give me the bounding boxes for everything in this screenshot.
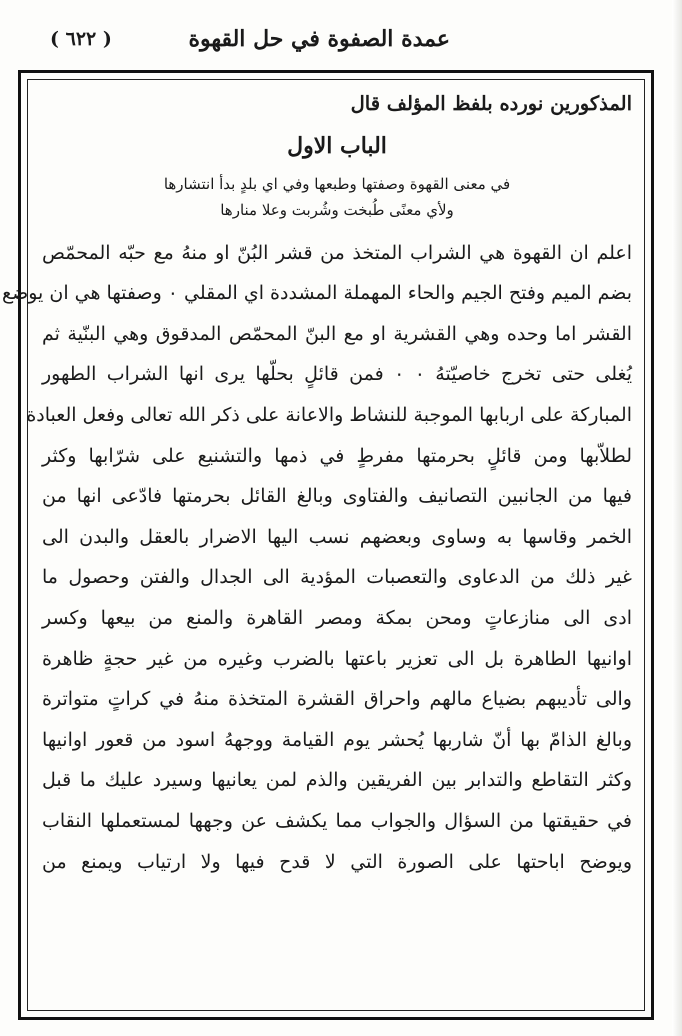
chapter-subtitle <box>42 171 632 223</box>
text-line: في حقيقتها من السؤال والجواب مما يكشف عن وجهها لمستعملها النقاب <box>42 809 632 832</box>
text-line: المباركة على اربابها الموجبة للنشاط والاعانة على ذكر الله تعالى وفعل العبادة <box>26 403 632 426</box>
text-line: غير ذلك من الدعاوى والتعصبات المؤدية الى الجدال والفتن وحصول ما <box>42 566 632 589</box>
text-line: يُغلى حتى تخرج خاصيّتهُ ۰ ۰ فمن قائلٍ بحلّها يرى انها الشراب الطهور <box>42 363 632 386</box>
text-line: اعلم ان القهوة هي الشراب المتخذ من قشر البُنّ او منهُ مع حبّه المحمّص <box>42 241 632 264</box>
page-number: ( ٦٢٢ ) <box>50 28 112 50</box>
text-line: اوانيها الطاهرة بل الى تعزير باعتها بالضرب وغيره من غير حجةٍ ظاهرة <box>42 647 632 670</box>
text-line: ويوضح اباحتها على الصورة التي لا قدح فيها ولا ارتياب ويمنع من <box>42 850 632 873</box>
subtitle-line: ولأي معنًى طُبخت وشُربت وعلا منارها <box>220 200 454 219</box>
text-line: وكثر التقاطع والتدابر بين الفريقين والذم لمن يعانيها وسيرد عليك ما قبل <box>42 769 632 792</box>
subtitle-line: في معنى القهوة وصفتها وطبعها وفي اي بلدٍ بدأ انتشارها <box>163 174 511 193</box>
text-line: وبالغ الذامّ بها أنّ شاربها يُحشر يوم القيامة ووجههُ اسود من قعور اوانيها <box>42 728 632 751</box>
text-line: لطلاّبها ومن قائلٍ بحرمتها مفرطٍ في ذمها والتشنيع على شرّابها وكثر <box>42 444 632 467</box>
running-header <box>40 26 640 60</box>
page-body <box>1 84 632 882</box>
intro-line: المذكورين نورده بلفظ المؤلف قال <box>350 92 632 115</box>
text-line: القشر اما وحده وهي القشرية او مع البنّ المحمّص المدقوق وهي البنّية ثم <box>42 322 632 345</box>
text-line: بضم الميم وفتح الجيم والحاء المهملة المشددة اي المقلي ۰ وصفتها هي ان يوضع <box>1 282 632 305</box>
text-line: والى تأديبهم بضياع مالهم واحراق القشرة المتخذة منهُ في كراتٍ متواترة <box>42 688 632 711</box>
text-line: فيها من الجانبين التصانيف والفتاوى وبالغ القائل بحرمتها فادّعى انها من <box>42 485 632 508</box>
page-edge-shadow <box>672 0 682 1036</box>
running-header-title: عمدة الصفوة في حل القهوة <box>188 26 450 52</box>
text-line: ادى الى منازعاتٍ ومحن بمكة ومصر القاهرة والمنع من بيعها وكسر <box>42 606 632 629</box>
body-text <box>1 233 632 883</box>
chapter-title: الباب الاول <box>287 132 387 159</box>
text-line: الخمر وقاسها به وساوى وبعضهم نسب اليها الاضرار بالعقل والبدن الى <box>42 525 632 548</box>
